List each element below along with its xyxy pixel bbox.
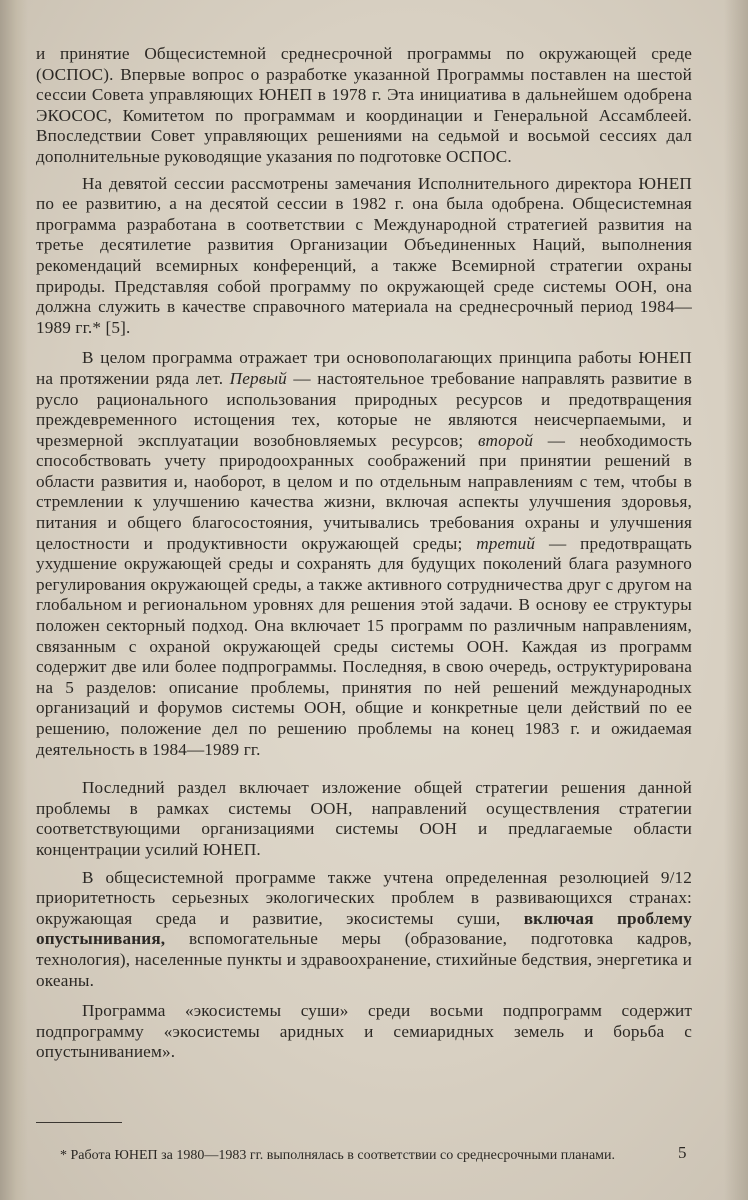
footnote: * Работа ЮНЕП за 1980—1983 гг. выполнялась в соответствии со среднесрочными планами. <box>60 1148 616 1163</box>
paragraph-last-section <box>36 778 692 860</box>
paragraph-text: На девятой сессии рассмотрены замечания Исполнительного директора ЮНЕП по ее развитию, а на десятой сессии в 1982 г. она была одобрена. Общесистемная программа разработана в соответствии с Международной стратегией развития на третье десятилетие развития Организации Объединенных Наций, выполнения рекомендаций всемирных конференций, а также Всемирной стратегии охраны природы. Представляя собой программу по окружающей среде системы ООН, она должна служить в качестве справочного материала на среднесрочный период 1984—1989 гг.* [5]. <box>36 173 692 337</box>
paragraph-text: и принятие Общесистемной среднесрочной программы по окружающей среде (ОСПОС). Впервые вопрос о разработке указанной Программы поставлен на шестой сессии Совета управляющих ЮНЕП в 1978 г. Эта инициатива в дальнейшем одобрена ЭКОСОС, Комитетом по программам и координации и Генеральной Ассамблеей. Впоследствии Совет управляющих решениями на седьмой и восьмой сессиях дал дополнительные руководящие указания по подготовке ОСПОС. <box>36 44 692 166</box>
paragraph-text: Программа «экосистемы суши» среди восьми подпрограмм содержит подпрограмму «экосистемы аридных и семиаридных земель и борьба с опустыниванием». <box>36 1001 692 1062</box>
paragraph-land-ecosystems <box>36 1001 692 1063</box>
paragraph-ninth-session <box>36 174 692 339</box>
main-text <box>36 44 692 1063</box>
footnote-divider <box>36 1122 122 1123</box>
paragraph-text: В общесистемной программе также учтена определенная резолюцией 9/12 приоритетность серьезных экологических проблем в развивающихся странах: окружающая среда и развитие, экосистемы суши, <box>36 867 692 928</box>
principle-first-term: Первый <box>229 368 287 388</box>
paragraph-text: Последний раздел включает изложение общей стратегии решения данной проблемы в рамках системы ООН, направлений осуществления стратегии соответствующими организациями системы ООН и предлагаемые области концентрации усилий ЮНЕП. <box>36 778 692 859</box>
paragraph-text: — настоятельное требование направлять развитие в русло рационального использования природных ресурсов и предотвращения преждевременного истощения тех, которые не являются неисчерпаемыми, и чрезмерной эксплуатации возобновляемых ресурсов; <box>36 368 692 450</box>
paragraph-three-principles <box>36 348 692 760</box>
paragraph-text: — предотвращать ухудшение окружающей среды и сохранять для будущих поколений блага разумного регулирования окружающей среды, а также активного сотрудничества друг с другом на глобальном и региональном уровнях для решения этой задачи. В основу ее структуры положен секторный подход. Она включает 15 программ по различным направлениям, связанным с охраной окружающей среды системы ООН. Каждая из программ содержит две или более подпрограммы. Последняя, в свою очередь, оструктурирована на 5 разделов: описание проблемы, принятия по ней решений международных организаций и форумов системы ООН, общие и конкретные цели действий по ее решению, положение дел по решению проблемы на конец 1983 г. и ожидаемая деятельность в 1984—1989 гг. <box>36 533 692 759</box>
page-number: 5 <box>678 1143 687 1162</box>
paragraph-text: В целом программа отражает три основополагающих принципа работы ЮНЕП на протяжении ряда лет. <box>36 348 692 388</box>
desertification-phrase: включая проблему опустынивания, <box>36 908 692 949</box>
paragraph-text: вспомогательные меры (образование, подготовка кадров, технология), населенные пункты и здравоохранение, стихийные бедствия, энергетика и океаны. <box>36 929 692 990</box>
paragraph-ospos-intro <box>36 44 692 168</box>
principle-third-term: третий <box>476 533 536 553</box>
principle-second-term: второй <box>477 430 534 450</box>
paragraph-text: — необходимость способствовать учету природоохранных соображений при принятии решений в области развития и, наоборот, в целом и по отдельным направлениям с тем, чтобы в стремлении к улучшению качества жизни, включая аспекты улучшения здоровья, питания и общего благосостояния, учитывались требования охраны и улучшения целостности и продуктивности окружающей среды; <box>36 430 692 553</box>
paragraph-resolution-priorities <box>36 868 692 992</box>
